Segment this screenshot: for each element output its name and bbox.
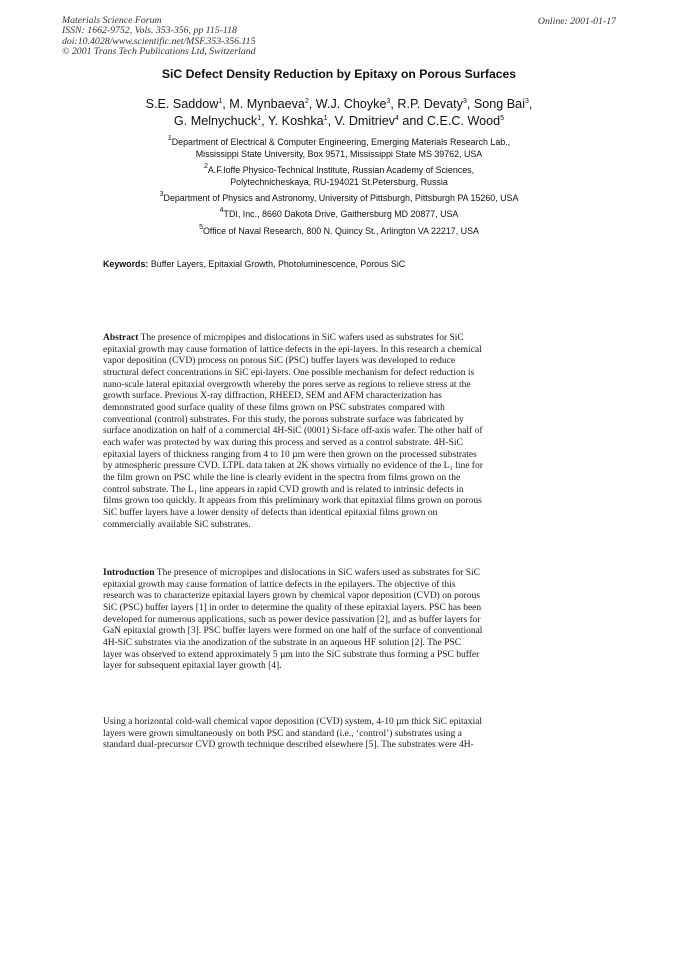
- affiliation-5: [0, 225, 678, 237]
- introduction-line: epitaxial growth may cause formation of lattice defects in the epilayers. The objective of this: [103, 579, 456, 590]
- author-list: [0, 96, 678, 130]
- author-separator: ,: [327, 114, 335, 128]
- abstract-heading: Abstract: [103, 333, 139, 343]
- author-affiliation-mark: 2: [304, 98, 309, 105]
- affiliation-number: 4: [219, 207, 224, 215]
- affiliation-number: 2: [203, 163, 208, 171]
- author-affiliation-mark: 1: [257, 115, 262, 122]
- author-name: M. Mynbaeva: [229, 97, 305, 111]
- abstract-line: structural defect concentrations in SiC epi-layers. One possible mechanism for defect reduction is: [103, 367, 475, 378]
- abstract-line: epitaxial growth may cause formation of lattice defects in the epi-layers. In this research a chemical: [103, 344, 482, 355]
- author-name: R.P. Devaty: [397, 97, 463, 111]
- abstract: [103, 333, 545, 531]
- abstract-line: conventional (control) substrates. For this study, the porous substrate surface was fabricated by: [103, 414, 464, 425]
- author-name: C.E.C. Wood: [426, 114, 501, 128]
- introduction-line: GaN epitaxial growth [3]. PSC buffer layers were formed on one half of the surface of conventional: [103, 626, 483, 637]
- author-separator: ,: [466, 97, 474, 111]
- introduction-line: SiC (PSC) buffer layers [1] in order to determine the quality of these epitaxial layers. PSC has been: [103, 602, 482, 613]
- journal-copyright: © 2001 Trans Tech Publications Ltd, Switzerland: [62, 46, 256, 58]
- abstract-line: epitaxial layers of thickness ranging from 4 to 10 µm were then grown on the processed substrates: [103, 449, 477, 460]
- author-affiliation-mark: 1: [218, 98, 223, 105]
- introduction: [103, 568, 545, 673]
- author-separator: and: [398, 114, 427, 128]
- abstract-line: SiC buffer layers have a lower density of defects than identical epitaxial films grown on: [103, 507, 438, 518]
- journal-header: [62, 16, 256, 58]
- affiliation-1: [0, 136, 678, 160]
- author-separator: ,: [308, 97, 316, 111]
- author-affiliation-mark: 4: [395, 115, 399, 122]
- author-name: W.J. Choyke: [315, 97, 387, 111]
- affiliation-2: [0, 164, 678, 188]
- affiliation-text: Mississippi State University, Box 9571, Mississippi State MS 39762, USA: [195, 149, 483, 160]
- affiliation-text: A.F.Ioffe Physico-Technical Institute, Russian Academy of Sciences,: [207, 165, 475, 176]
- abstract-line: films grown too quickly. It appears from this preliminary work that epitaxial films grown on porous: [103, 496, 482, 507]
- author-line-1: [0, 96, 678, 113]
- author-separator: ,: [222, 97, 230, 111]
- author-separator: ,: [528, 97, 533, 111]
- author-line-2: [0, 113, 678, 130]
- author-affiliation-mark: 3: [386, 98, 391, 105]
- author-affiliation-mark: 3: [462, 98, 467, 105]
- abstract-line: growth surface. Previous X-ray diffraction, RHEED, SEM and AFM characterization has: [103, 391, 442, 402]
- author-name: V. Dmitriev: [334, 114, 395, 128]
- keywords-label: Keywords:: [103, 259, 149, 269]
- abstract-line: commercially available SiC substrates.: [103, 519, 251, 530]
- author-name: G. Melnychuck: [173, 114, 258, 128]
- introduction-line: The presence of micropipes and dislocations in SiC wafers used as substrates for SiC: [154, 568, 480, 578]
- paragraph-line: Using a horizontal cold-wall chemical vapor deposition (CVD) system, 4-10 µm thick SiC epitaxial: [103, 717, 483, 727]
- journal-issn: ISSN: 1662-9752, Vols. 353-356, pp 115-118: [62, 25, 237, 37]
- keywords: [103, 259, 405, 269]
- keywords-text: Buffer Layers, Epitaxial Growth, Photoluminescence, Porous SiC: [150, 259, 406, 269]
- abstract-line: control substrate. The L₁ line appears in rapid CVD growth and is related to intrinsic defects in: [103, 484, 464, 495]
- introduction-line: layer was observed to extend approximately 5 µm into the SiC substrate thus forming a PSC buffer: [103, 649, 480, 660]
- author-affiliation-mark: 5: [500, 115, 505, 122]
- author-separator: ,: [261, 114, 268, 128]
- abstract-line: vapor deposition (CVD) process on porous SiC (PSC) buffer layers was developed to reduce: [103, 356, 456, 367]
- abstract-line: nano-scale lateral epitaxial overgrowth whereby the pores serve as regions to relieve stress at the: [103, 379, 471, 390]
- affiliation-number: 3: [159, 191, 164, 199]
- introduction-heading: Introduction: [103, 568, 155, 578]
- affiliation-list: [0, 136, 678, 241]
- affiliation-text: Polytechnicheskaya, RU-194021 St.Petersburg, Russia: [230, 177, 448, 188]
- affiliation-text: Office of Naval Research, 800 N. Quincy St., Arlington VA 22217, USA: [202, 225, 479, 236]
- introduction-line: research was to characterize epitaxial layers grown by chemical vapor deposition (CVD) on porous: [103, 591, 480, 602]
- abstract-line: by atmospheric pressure CVD. LTPL data taken at 2K shows virtually no evidence of the L₁ line for: [103, 461, 483, 472]
- paragraph-line: standard dual-precursor CVD growth technique described elsewhere [5]. The substrates were 4H-: [103, 740, 474, 751]
- author-name: S.E. Saddow: [145, 97, 219, 111]
- affiliation-3: [0, 192, 678, 204]
- affiliation-number: 1: [167, 135, 172, 142]
- introduction-line: layer for subsequent epitaxial layer growth [4].: [103, 661, 282, 672]
- paper-title: SiC Defect Density Reduction by Epitaxy on Porous Surfaces: [161, 67, 517, 81]
- body-paragraph: [103, 717, 545, 752]
- introduction-line: 4H-SiC substrates via the anodization of the substrate in an aqueous HF solution [2]. The PSC: [103, 637, 462, 648]
- affiliation-text: Department of Electrical & Computer Engineering, Emerging Materials Research Lab.,: [171, 137, 511, 147]
- abstract-line: demonstrated good surface quality of these films grown on PSC substrates compared with: [103, 402, 445, 413]
- abstract-line: surface anodization on half of a commercial 4H-SiC (0001) Si-face off-axis wafer. The other half of: [103, 426, 483, 437]
- introduction-line: developed for numerous applications, such as power device passivation [2], and as buffer layers for: [103, 614, 481, 625]
- affiliation-text: Department of Physics and Astronomy, University of Pittsburgh, Pittsburgh PA 15260, USA: [163, 193, 519, 204]
- author-name: Song Bai: [473, 97, 525, 111]
- paragraph-line: layers were grown simultaneously on both PSC and standard (i.e., ‘control’) substrates using a: [103, 728, 462, 739]
- affiliation-4: [0, 208, 678, 220]
- author-name: Y. Koshka: [267, 114, 324, 128]
- author-affiliation-mark: 3: [525, 98, 529, 105]
- affiliation-number: 5: [199, 223, 203, 231]
- abstract-line: each wafer was protected by wax during this process and served as a control substrate. 4H-SiC: [103, 437, 463, 448]
- journal-name: Materials Science Forum: [62, 15, 162, 26]
- journal-doi: doi:10.4028/www.scientific.net/MSF.353-356.115: [62, 35, 256, 47]
- affiliation-text: TDI, Inc., 8660 Dakota Drive, Gaithersburg MD 20877, USA: [223, 209, 459, 220]
- abstract-line: The presence of micropipes and dislocations in SiC wafers used as substrates for SiC: [138, 333, 464, 343]
- abstract-line: the film grown on PSC while the line is clearly evident in the spectra from films grown on the: [103, 472, 461, 483]
- author-affiliation-mark: 1: [323, 115, 328, 122]
- online-date: Online: 2001-01-17: [537, 16, 616, 27]
- author-separator: ,: [390, 97, 398, 111]
